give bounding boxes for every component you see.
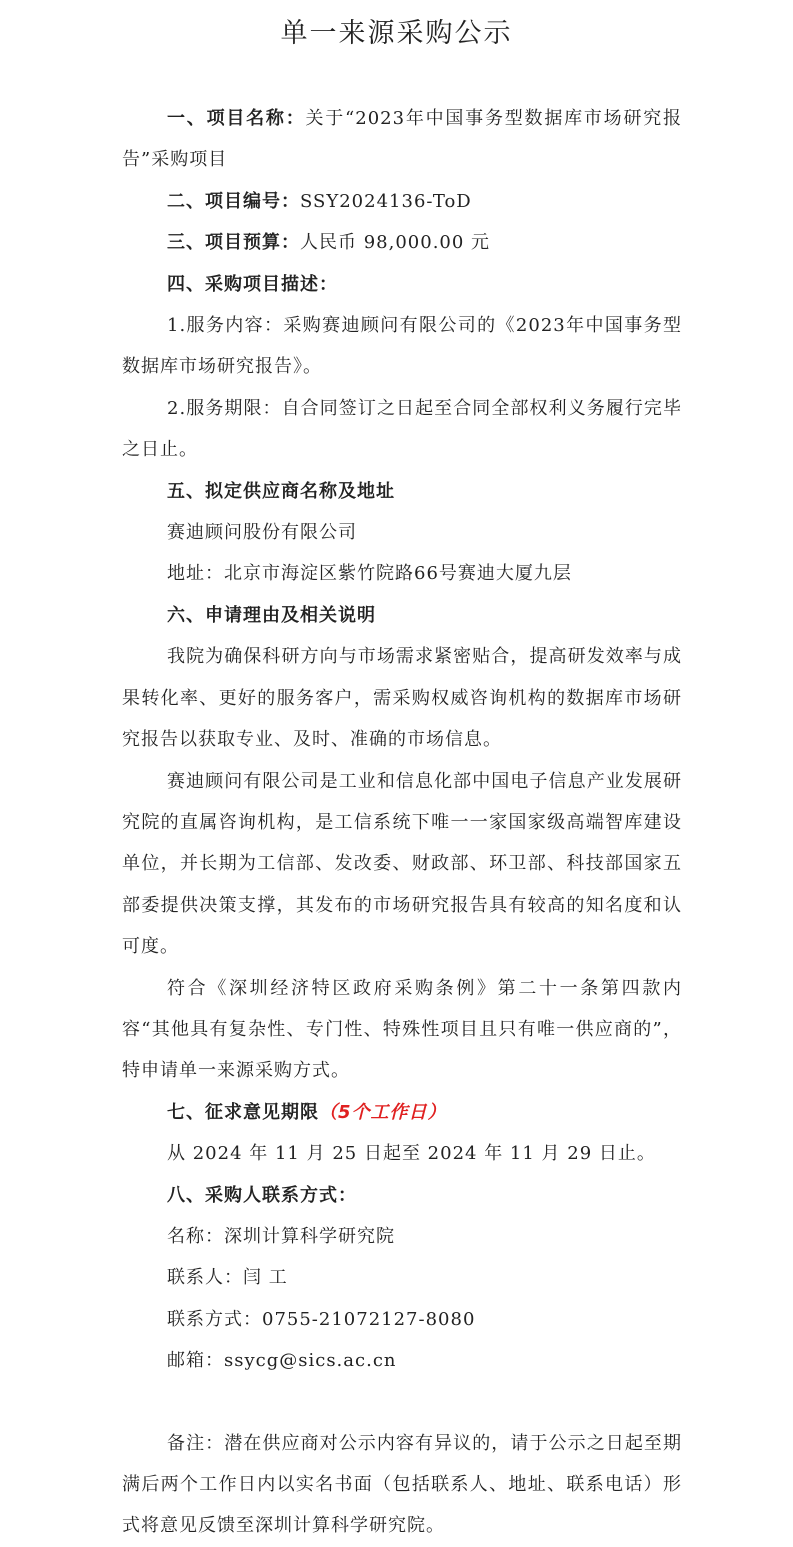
reason-paragraph-3: 符合《深圳经济特区政府采购条例》第二十一条第四款内容“其他具有复杂性、专门性、特殊性项目且只有唯一供应商的”，特申请单一来源采购方式。 bbox=[122, 977, 682, 1082]
section-project-number bbox=[122, 181, 682, 222]
supplier-name: 赛迪顾问股份有限公司 bbox=[167, 522, 357, 544]
purchaser-name: 名称：深圳计算科学研究院 bbox=[167, 1225, 395, 1247]
section-description-heading bbox=[122, 264, 682, 305]
section-project-budget bbox=[122, 222, 682, 263]
section-comment-period-heading bbox=[122, 1092, 682, 1133]
project-number-value: SSY2024136-ToD bbox=[300, 190, 472, 212]
reason-paragraph-1: 我院为确保科研方向与市场需求紧密贴合，提高研发效率与成果转化率、更好的服务客户，需采购权威咨询机构的数据库市场研究报告以获取专业、及时、准确的市场信息。 bbox=[122, 646, 682, 751]
remark-paragraph: 备注：潜在供应商对公示内容有异议的，请于公示之日起至期满后两个工作日内以实名书面（包括联系人、地址、联系电话）形式将意见反馈至深圳计算科学研究院。 bbox=[122, 1432, 682, 1537]
section-label: 三、项目预算： bbox=[167, 232, 300, 254]
reason-paragraph-2: 赛迪顾问有限公司是工业和信息化部中国电子信息产业发展研究院的直属咨询机构，是工信系统下唯一一家国家级高端智库建设单位，并长期为工信部、发改委、财政部、环卫部、科技部国家五部委提供决策支撑，其发布的市场研究报告具有较高的知名度和认可度。 bbox=[122, 770, 682, 958]
section-contact-heading bbox=[122, 1175, 682, 1216]
project-name-value: 关于“2023年中国事务型数据库市场研究报告”采购项目 bbox=[122, 108, 683, 171]
section-label: 六、申请理由及相关说明 bbox=[167, 604, 376, 626]
section-label: 四、采购项目描述： bbox=[167, 273, 338, 295]
purchaser-email: 邮箱：ssycg@sics.ac.cn bbox=[167, 1350, 397, 1372]
section-project-name bbox=[122, 98, 682, 181]
service-content: 1.服务内容：采购赛迪顾问有限公司的《2023年中国事务型数据库市场研究报告》。 bbox=[122, 315, 682, 378]
section-reason-heading bbox=[122, 595, 682, 636]
purchaser-contact-person: 联系人：闫 工 bbox=[167, 1267, 288, 1289]
announcement-body bbox=[122, 98, 682, 1547]
purchaser-phone: 联系方式：0755-21072127-8080 bbox=[167, 1308, 476, 1330]
section-label: 二、项目编号： bbox=[167, 190, 300, 212]
project-budget-value: 人民币 98,000.00 元 bbox=[300, 232, 491, 254]
working-days-note: （5个工作日） bbox=[319, 1101, 447, 1123]
service-period: 2.服务期限：自合同签订之日起至合同全部权利义务履行完毕之日止。 bbox=[122, 397, 682, 461]
page-title: 单一来源采购公示 bbox=[280, 18, 513, 49]
section-label: 一、项目名称： bbox=[167, 108, 306, 129]
spacer bbox=[122, 1382, 682, 1423]
supplier-address: 地址：北京市海淀区紫竹院路66号赛迪大厦九层 bbox=[167, 563, 572, 585]
comment-period-dates: 从 2024 年 11 月 25 日起至 2024 年 11 月 29 日止。 bbox=[167, 1143, 656, 1165]
section-label: 五、拟定供应商名称及地址 bbox=[167, 480, 395, 502]
section-label: 七、征求意见期限 bbox=[167, 1101, 319, 1123]
section-label: 八、采购人联系方式： bbox=[167, 1184, 357, 1206]
section-supplier-heading bbox=[122, 471, 682, 512]
